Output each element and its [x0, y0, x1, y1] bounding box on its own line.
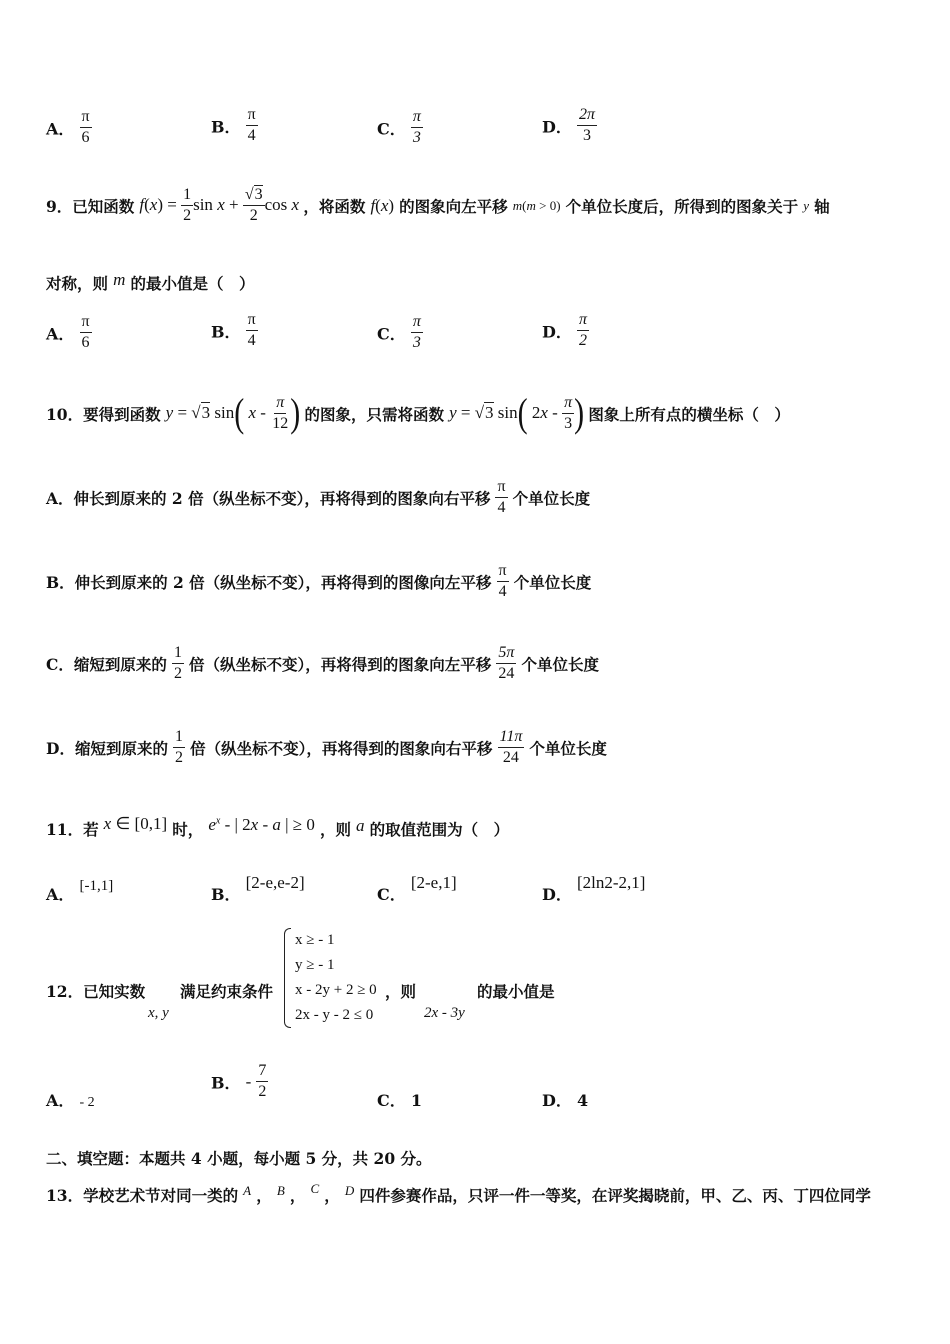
question-text: 时，	[172, 820, 204, 839]
option-text: 个单位长度	[529, 738, 607, 758]
q10-option-b	[46, 562, 591, 602]
function-formula: f(x) = $\frac{1}{2}$ sin x + $\frac{√3}{2}$ cos x	[139, 186, 300, 225]
question-10-stem	[46, 390, 790, 436]
question-12-text2	[180, 980, 273, 1002]
option-label: C．	[377, 119, 406, 139]
work-letter: A	[243, 1183, 252, 1198]
constraint-rows	[295, 928, 377, 1028]
option-label: D．	[542, 117, 572, 137]
question-text: 的图象向左平移	[399, 196, 508, 216]
question-text: 的最小值是	[477, 982, 555, 1001]
option-b	[211, 311, 258, 351]
fraction: $\frac{\pi}{4}$	[498, 562, 507, 601]
option-c	[377, 313, 423, 353]
variable-m: m	[113, 270, 126, 289]
shift-variable: m(m > 0)	[512, 197, 561, 213]
option-text: C．缩短到原来的	[46, 654, 167, 674]
option-value: - 2	[79, 1095, 95, 1110]
option-a	[46, 108, 92, 148]
question-12-text1	[46, 980, 145, 1002]
option-text: 倍（纵坐标不变），再将得到的图象向左平移	[189, 654, 492, 674]
option-value: [2ln2-2,1]	[576, 873, 646, 892]
option-label: D．	[542, 322, 572, 342]
constraint: 2x - y - 2 ≤ 0	[295, 1007, 374, 1023]
option-label: B．	[211, 117, 241, 137]
question-text: 的最小值是（ ）	[130, 274, 255, 293]
fraction: $\frac{\pi}{6}$	[81, 108, 90, 147]
section-heading: 二、填空题：本题共 4 小题，每小题 5 分，共 20 分。	[46, 1149, 432, 1168]
option-value: [2-e,1]	[410, 873, 457, 892]
fraction: $\frac{\pi}{6}$	[81, 313, 90, 352]
fraction: $\frac{7}{2}$	[258, 1062, 267, 1101]
option-label: A．	[46, 324, 75, 344]
fraction: $\frac{5\pi}{24}$	[498, 644, 515, 683]
option-label: C．	[377, 324, 406, 344]
option-label: D．	[542, 1091, 572, 1110]
work-letter: C	[310, 1181, 320, 1196]
option-value: [2-e,e-2]	[245, 873, 305, 892]
question-text: ，则	[319, 820, 351, 839]
fraction: $\frac{\pi}{4}$	[247, 106, 256, 145]
fraction: $\frac{\pi}{4}$	[497, 478, 506, 517]
fraction: $\frac{\pi}{3}$	[412, 313, 421, 352]
question-text: 13．学校艺术节对同一类的	[46, 1186, 239, 1205]
work-letter: D	[344, 1183, 355, 1198]
option-label: B．	[211, 322, 241, 342]
question-text: 对称，则	[46, 274, 109, 293]
fraction: $\frac{\pi}{2}$	[578, 311, 587, 350]
minus-sign: -	[245, 1071, 252, 1091]
q10-option-d	[46, 728, 607, 768]
separator: ，	[289, 1186, 306, 1205]
constraint-system	[284, 928, 377, 1028]
question-13-stem	[46, 1181, 871, 1206]
variables-xy: x, y	[148, 1005, 169, 1021]
option-b	[211, 870, 305, 904]
fraction: $\frac{1}{2}$	[175, 728, 184, 767]
function-formula: y = √3 sin( x - $\frac{\pi}{12}$ )	[165, 390, 301, 436]
domain-condition: x ∈ [0,1]	[103, 814, 168, 833]
inequality: $e^x$ - | 2x - a | ≥ 0	[208, 815, 315, 834]
question-text: 图象上所有点的横坐标（ ）	[588, 404, 790, 424]
option-value: 1	[410, 1091, 422, 1110]
option-a	[46, 313, 92, 353]
option-d	[542, 1088, 588, 1111]
question-text: 满足约束条件	[180, 982, 274, 1001]
question-text: 11．若	[46, 820, 99, 839]
option-a	[46, 872, 114, 904]
fraction: $\frac{\pi}{4}$	[247, 311, 256, 350]
option-text: B．伸长到原来的 2 倍（纵坐标不变），再将得到的图像向左平移	[46, 572, 492, 592]
option-label: D．	[542, 885, 572, 904]
question-text: 的取值范围为（ ）	[369, 820, 510, 839]
variable-a: a	[356, 816, 365, 835]
q10-option-a	[46, 478, 590, 518]
option-b	[211, 106, 258, 146]
axis-variable: y	[803, 197, 810, 213]
question-11-stem	[46, 814, 510, 840]
separator: ，	[256, 1186, 272, 1205]
constraint: x - 2y + 2 ≥ 0	[295, 982, 377, 998]
function-ref: f(x)	[370, 195, 395, 215]
option-value: [-1,1]	[79, 878, 114, 894]
question-text: 12．已知实数	[46, 982, 146, 1001]
question-12-text3	[385, 980, 416, 1002]
option-value: 4	[576, 1091, 589, 1110]
constraint: x ≥ - 1	[295, 932, 335, 948]
fraction: $\frac{\pi}{3}$	[412, 108, 421, 147]
function-formula: y = √3 sin( 2x - $\frac{\pi}{3}$ )	[449, 390, 585, 436]
option-c	[377, 108, 423, 148]
option-text: 倍（纵坐标不变），再将得到的图象向右平移	[190, 738, 493, 758]
question-text: ，将函数	[303, 196, 366, 216]
option-label: A．	[46, 1091, 75, 1110]
work-letter: B	[276, 1183, 285, 1198]
brace	[284, 928, 291, 1028]
option-text: 个单位长度	[513, 572, 592, 592]
question-9-line2	[46, 272, 255, 294]
option-label: B．	[211, 1073, 241, 1093]
question-12-text4	[477, 980, 555, 1002]
question-text: 个单位长度后，所得到的图象关于	[565, 196, 799, 216]
question-9-line1	[46, 186, 830, 226]
option-text: 个单位长度	[512, 488, 591, 508]
option-d	[542, 870, 646, 904]
option-label: C．	[377, 1091, 406, 1110]
question-text: 9．已知函数	[46, 196, 135, 216]
option-text: 个单位长度	[521, 654, 600, 674]
option-a	[46, 1088, 95, 1111]
option-label: C．	[377, 885, 406, 904]
separator: ，	[324, 1186, 340, 1205]
option-c	[377, 870, 457, 904]
question-text: ，则	[385, 982, 417, 1001]
q10-option-c	[46, 644, 599, 684]
fraction: $\frac{1}{2}$	[173, 644, 182, 683]
option-d	[542, 106, 597, 146]
option-c	[377, 1088, 422, 1111]
option-text: D．缩短到原来的	[46, 738, 168, 758]
option-label: A．	[46, 885, 75, 904]
option-b	[211, 1062, 268, 1102]
question-text: 的图象，只需将函数	[304, 404, 444, 424]
fraction: $\frac{2\pi}{3}$	[578, 106, 595, 145]
option-text: A．伸长到原来的 2 倍（纵坐标不变），再将得到的图象向右平移	[46, 488, 491, 508]
option-d	[542, 311, 589, 351]
objective-expression: 2x - 3y	[424, 1005, 465, 1021]
option-label: B．	[211, 885, 241, 904]
question-text: 轴	[814, 196, 830, 216]
question-text: 四件参赛作品，只评一件一等奖，在评奖揭晓前，甲、乙、丙、丁四位同学	[359, 1186, 871, 1205]
question-text: 10．要得到函数	[46, 404, 161, 424]
constraint: y ≥ - 1	[295, 957, 335, 973]
fraction: $\frac{11\pi}{24}$	[499, 728, 523, 767]
option-label: A．	[46, 119, 75, 139]
